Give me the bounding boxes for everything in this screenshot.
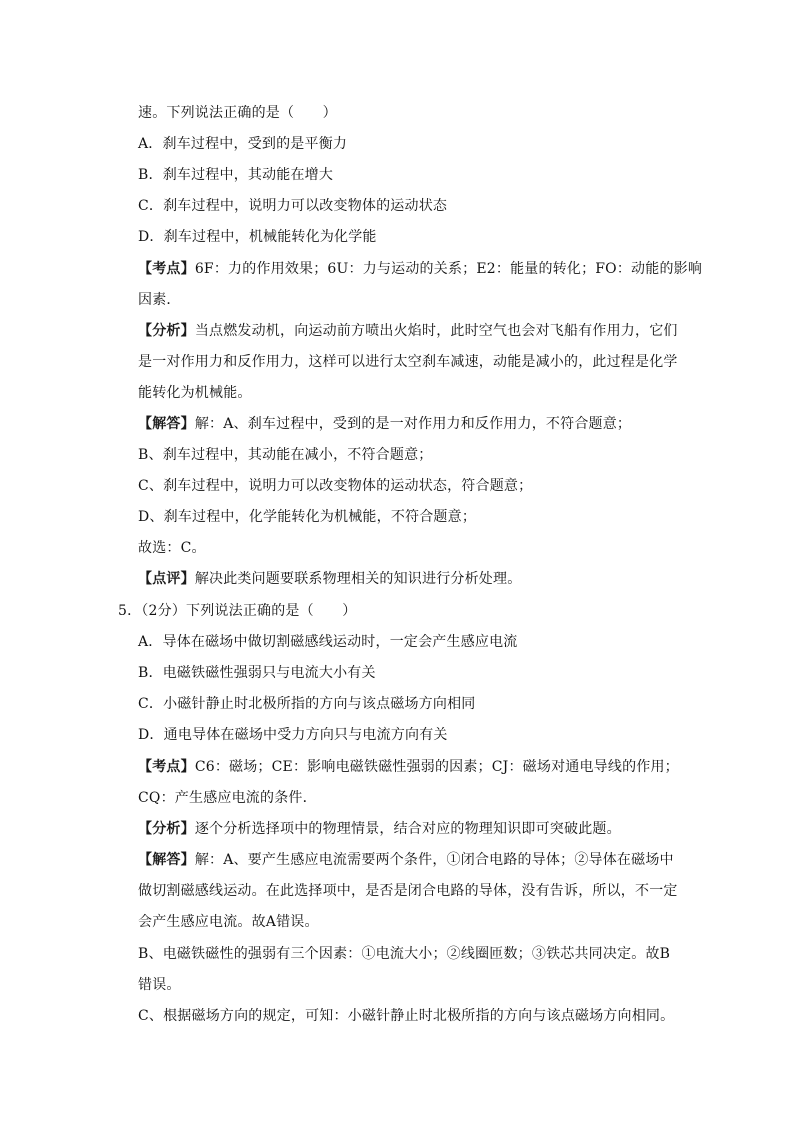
q4-option-d: D．刹车过程中，机械能转化为化学能: [138, 229, 377, 245]
q5-fenxi: 【分析】逐个分析选择项中的物理情景，结合对应的物理知识即可突破此题。: [138, 821, 621, 837]
q5-jieda-cont: 错误。: [138, 977, 181, 993]
q5-jieda-cont: 做切割磁感线运动。在此选择项中，是否是闭合电路的导体，没有告诉，所以，不一定: [138, 883, 678, 899]
question-4-stem-tail: 速。下列说法正确的是（ ）: [138, 105, 337, 121]
q4-fenxi: 【分析】当点燃发动机，向运动前方喷出火焰时，此时空气也会对飞船有作用力，它们: [138, 323, 678, 339]
q5-jieda-cont: B、电磁铁磁性的强弱有三个因素：①电流大小；②线圈匝数；③铁芯共同决定。故B: [138, 946, 671, 962]
kaodian-tag: 【考点】: [138, 759, 195, 775]
q4-jieda-cont: D、刹车过程中，化学能转化为机械能，不符合题意；: [138, 509, 477, 525]
q4-dianping: 【点评】解决此类问题要联系物理相关的知识进行分析处理。: [138, 571, 522, 587]
q4-answer: 故选：C。: [138, 540, 206, 556]
q4-option-c: C．刹车过程中，说明力可以改变物体的运动状态: [138, 198, 448, 214]
fenxi-tag: 【分析】: [138, 323, 195, 339]
q4-kaodian: 【考点】6F：力的作用效果；6U：力与运动的关系；E2：能量的转化；FO：动能的影响: [138, 261, 703, 277]
kaodian-tag: 【考点】: [138, 261, 195, 277]
dianping-tag: 【点评】: [138, 571, 195, 587]
q4-jieda-cont: C、刹车过程中，说明力可以改变物体的运动状态，符合题意；: [138, 478, 533, 494]
fenxi-tag: 【分析】: [138, 821, 195, 837]
q5-jieda-cont: C、根据磁场方向的规定，可知：小磁针静止时北极所指的方向与该点磁场方向相同。: [138, 1008, 675, 1024]
q4-option-a: A．刹车过程中，受到的是平衡力: [138, 136, 348, 152]
jieda-tag: 【解答】: [138, 852, 195, 868]
q5-kaodian-cont: CQ：产生感应电流的条件．: [138, 790, 317, 806]
q5-jieda: 【解答】解：A、要产生感应电流需要两个条件，①闭合电路的导体；②导体在磁场中: [138, 852, 674, 868]
q5-option-a: A．导体在磁场中做切割磁感线运动时，一定会产生感应电流: [138, 634, 518, 650]
q4-fenxi-cont: 是一对作用力和反作用力，这样可以进行太空刹车减速，动能是减小的，此过程是化学: [138, 354, 678, 370]
question-5-stem: 5．（2分）下列说法正确的是（ ）: [118, 603, 357, 619]
q5-option-d: D．通电导体在磁场中受力方向只与电流方向有关: [138, 727, 448, 743]
q5-kaodian: 【考点】C6：磁场；CE：影响电磁铁磁性强弱的因素；CJ：磁场对通电导线的作用；: [138, 759, 679, 775]
q5-option-c: C．小磁针静止时北极所指的方向与该点磁场方向相同: [138, 696, 476, 712]
q4-option-b: B．刹车过程中，其动能在增大: [138, 167, 334, 183]
q5-option-b: B．电磁铁磁性强弱只与电流大小有关: [138, 665, 376, 681]
q5-jieda-cont: 会产生感应电流。故A错误。: [138, 914, 319, 930]
q4-jieda: 【解答】解：A、刹车过程中，受到的是一对作用力和反作用力，不符合题意；: [138, 416, 632, 432]
jieda-tag: 【解答】: [138, 416, 195, 432]
q4-fenxi-cont: 能转化为机械能。: [138, 385, 252, 401]
q4-kaodian-cont: 因素．: [138, 292, 181, 308]
q4-jieda-cont: B、刹车过程中，其动能在减小，不符合题意；: [138, 447, 433, 463]
